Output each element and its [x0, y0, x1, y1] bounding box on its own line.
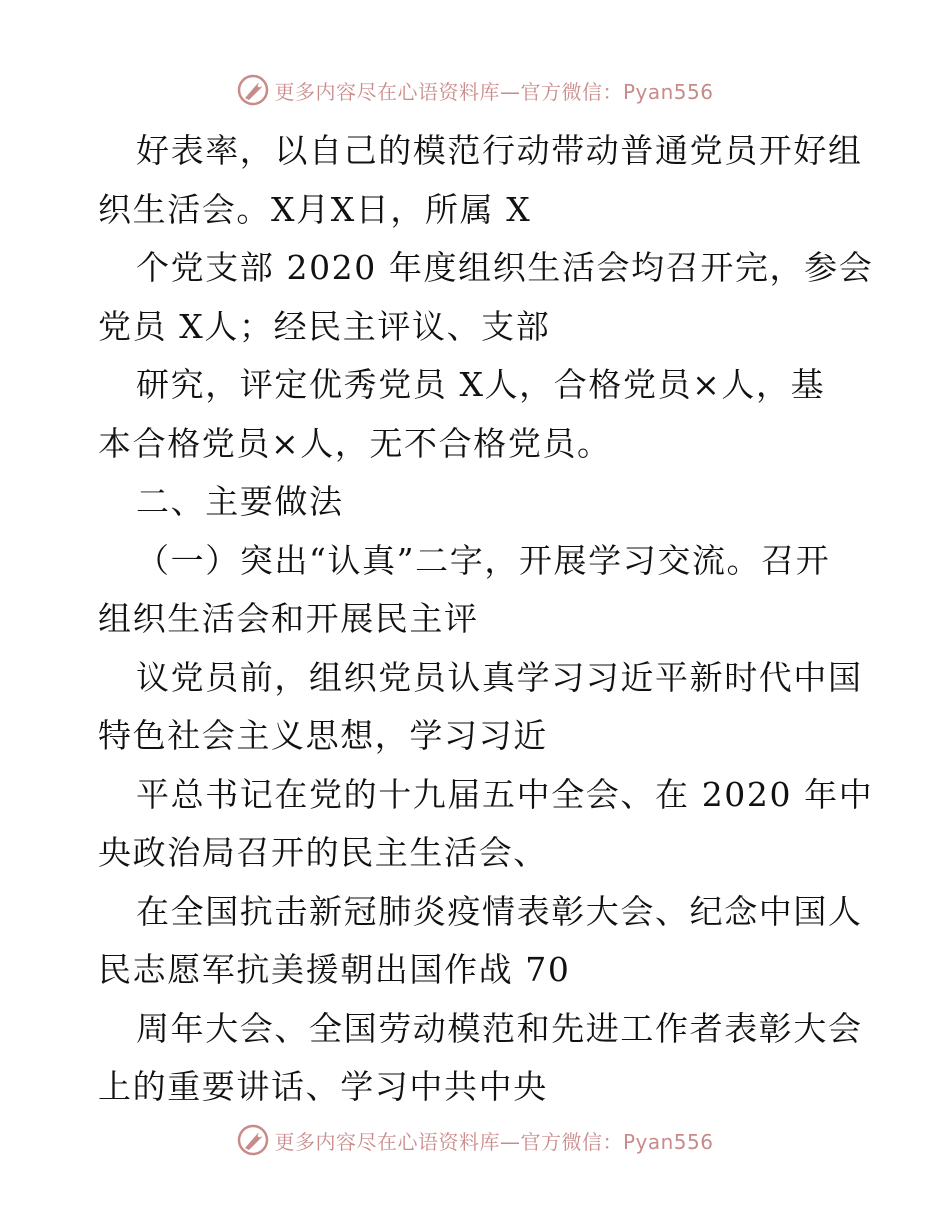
footer-watermark-banner	[0, 1120, 950, 1160]
paragraph-line: 本合格党员×人，无不合格党员。	[98, 423, 612, 463]
pen-nib-logo-icon	[236, 1123, 270, 1157]
paragraph-line: 特色社会主义思想，学习习近	[98, 716, 548, 755]
paragraph-line: 在全国抗击新冠肺炎疫情表彰大会、纪念中国人	[136, 891, 863, 931]
paragraph-line: 好表率，以自己的模范行动带动普通党员开好组	[136, 131, 863, 170]
watermark-text: 更多内容尽在心语资料库—官方微信：Pyan556	[274, 1129, 714, 1154]
paragraph-line: 民志愿军抗美援朝出国作战 70	[98, 950, 571, 989]
paragraph-line: 央政治局召开的民主生活会、	[98, 833, 548, 872]
paragraph-line: 个党支部 2020 年度组织生活会均召开完，参会	[136, 248, 874, 287]
paragraph-line: 组织生活会和开展民主评	[98, 599, 479, 638]
paragraph-line: 织生活会。X月X日，所属 X	[98, 189, 532, 229]
paragraph-line: 党员 X人；经民主评议、支部	[98, 306, 551, 346]
paragraph-line: 议党员前，组织党员认真学习习近平新时代中国	[136, 657, 863, 697]
watermark-text: 更多内容尽在心语资料库—官方微信：Pyan556	[274, 79, 714, 104]
paragraph-line: 研究，评定优秀党员 X人，合格党员×人，基	[136, 365, 826, 404]
subsection-heading: （一）突出“认真”二字，开展学习交流。召开	[136, 540, 831, 580]
document-body	[98, 122, 874, 1117]
paragraph-line: 周年大会、全国劳动模范和先进工作者表彰大会	[136, 1008, 863, 1048]
header-watermark-banner	[0, 70, 950, 110]
paragraph-line: 平总书记在党的十九届五中全会、在 2020 年中	[136, 774, 874, 814]
pen-nib-logo-icon	[236, 73, 270, 107]
section-heading: 二、主要做法	[136, 482, 344, 521]
paragraph-line: 上的重要讲话、学习中共中央	[98, 1067, 548, 1106]
